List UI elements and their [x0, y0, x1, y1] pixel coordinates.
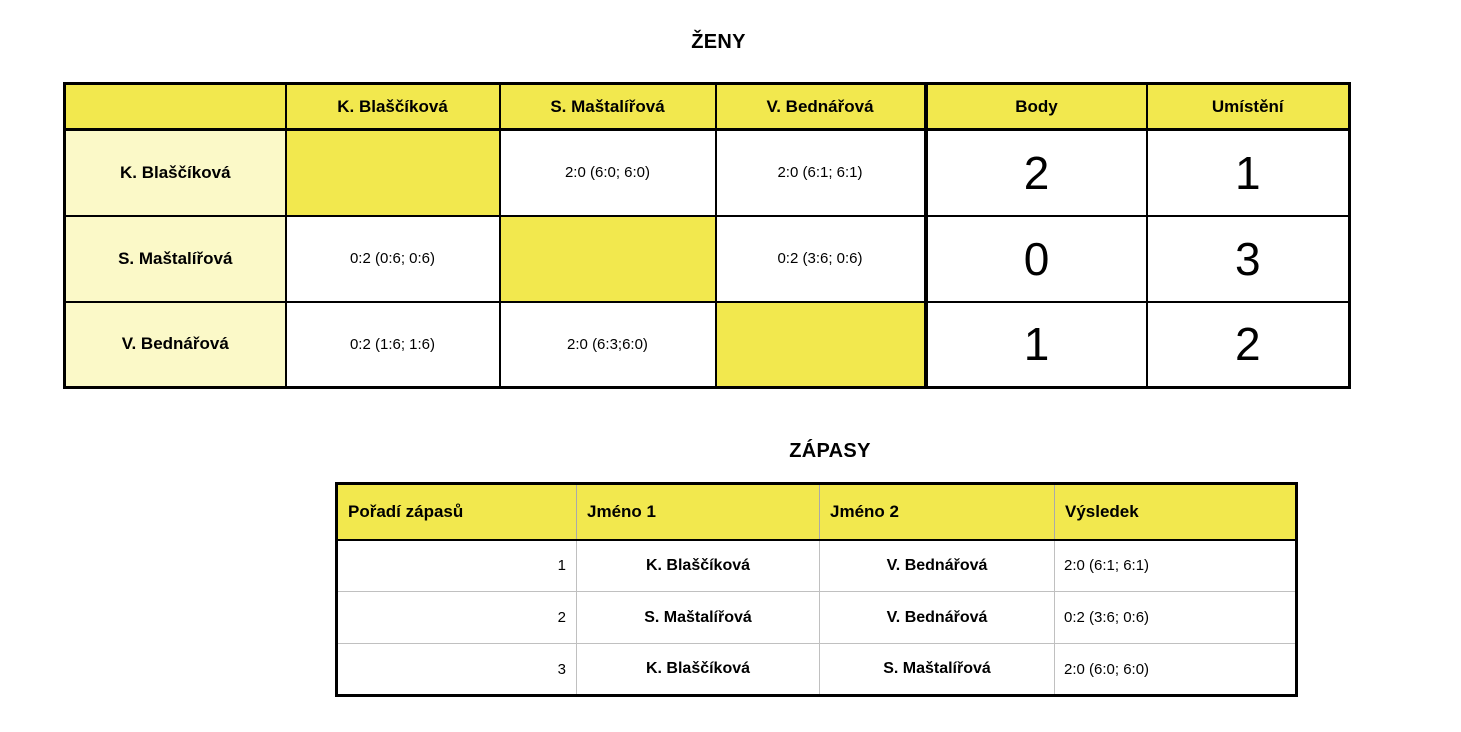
match-order-cell: 3 — [337, 644, 577, 696]
column-header-player-3: V. Bednářová — [716, 84, 926, 130]
player1-cell: K. Blaščíková — [577, 644, 820, 696]
column-header-points: Body — [926, 84, 1147, 130]
match-row — [337, 592, 1297, 644]
column-header-result: Výsledek — [1055, 484, 1297, 540]
match-row — [337, 644, 1297, 696]
match-grid-cell: 0:2 (3:6; 0:6) — [716, 216, 926, 302]
column-header-placement: Umístění — [1147, 84, 1350, 130]
player2-cell: S. Maštalířová — [820, 644, 1055, 696]
player-row — [65, 302, 1350, 388]
match-order-cell: 2 — [337, 592, 577, 644]
match-grid-cell: 2:0 (6:3;6:0) — [500, 302, 716, 388]
player-row — [65, 130, 1350, 216]
row-label-player-1: K. Blaščíková — [65, 130, 286, 216]
points-value: 0 — [926, 216, 1147, 302]
placement-value: 1 — [1147, 130, 1350, 216]
match-grid-cell: 0:2 (1:6; 1:6) — [286, 302, 500, 388]
women-round-robin-table — [63, 82, 1351, 389]
match-row — [337, 540, 1297, 592]
result-cell: 2:0 (6:0; 6:0) — [1055, 644, 1297, 696]
player1-cell: K. Blaščíková — [577, 540, 820, 592]
diagonal-cell — [286, 130, 500, 216]
matches-table-header-row — [337, 484, 1297, 540]
player2-cell: V. Bednářová — [820, 592, 1055, 644]
player-row — [65, 216, 1350, 302]
women-section-title: ŽENY — [691, 31, 746, 53]
result-cell: 0:2 (3:6; 0:6) — [1055, 592, 1297, 644]
diagonal-cell — [716, 302, 926, 388]
match-grid-cell: 2:0 (6:0; 6:0) — [500, 130, 716, 216]
match-order-cell: 1 — [337, 540, 577, 592]
points-value: 1 — [926, 302, 1147, 388]
matches-table — [335, 482, 1298, 697]
placement-value: 3 — [1147, 216, 1350, 302]
points-value: 2 — [926, 130, 1147, 216]
women-table-header-row — [65, 84, 1350, 130]
placement-value: 2 — [1147, 302, 1350, 388]
diagonal-cell — [500, 216, 716, 302]
result-cell: 2:0 (6:1; 6:1) — [1055, 540, 1297, 592]
player2-cell: V. Bednářová — [820, 540, 1055, 592]
match-grid-cell: 0:2 (0:6; 0:6) — [286, 216, 500, 302]
matches-section-title: ZÁPASY — [789, 440, 871, 462]
column-header-match-order: Pořadí zápasů — [337, 484, 577, 540]
row-label-player-3: V. Bednářová — [65, 302, 286, 388]
column-header-player-2: S. Maštalířová — [500, 84, 716, 130]
column-header-player-1: K. Blaščíková — [286, 84, 500, 130]
row-label-player-2: S. Maštalířová — [65, 216, 286, 302]
corner-cell — [65, 84, 286, 130]
match-grid-cell: 2:0 (6:1; 6:1) — [716, 130, 926, 216]
column-header-name-2: Jméno 2 — [820, 484, 1055, 540]
column-header-name-1: Jméno 1 — [577, 484, 820, 540]
player1-cell: S. Maštalířová — [577, 592, 820, 644]
